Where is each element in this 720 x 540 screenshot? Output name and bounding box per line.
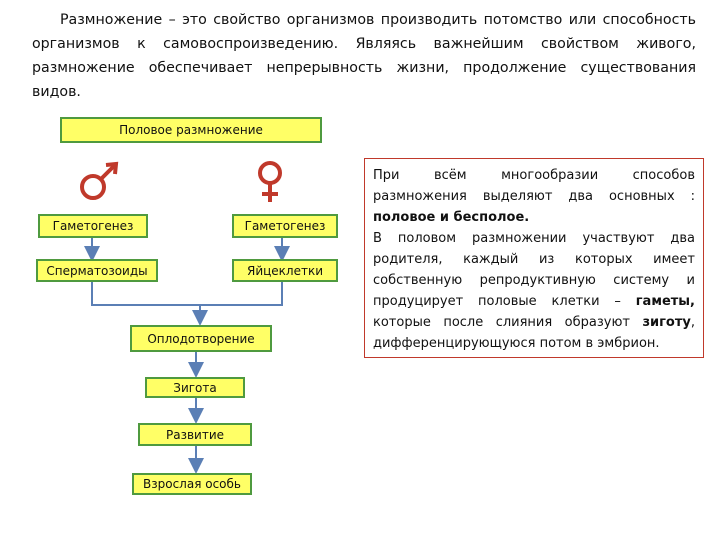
box-fertilization: Оплодотворение — [130, 325, 272, 352]
box-male-gametogenesis: Гаметогенез — [38, 214, 148, 238]
male-symbol-icon — [82, 164, 116, 198]
intro-paragraph: Размножение – это свойство организмов производить потомство или способность организмов к самовоспроизведению. Являясь важнейшим свойством живого, размножение обеспечивает непрерывность жизни, продолжение существования видов. — [32, 12, 696, 100]
box-female-gametogenesis: Гаметогенез — [232, 214, 338, 238]
note-text-4: , дифференцирующуюся потом в эмбрион. — [373, 315, 695, 351]
arrow-egg-to-fertilization — [200, 282, 282, 305]
note-text-3: которые после слияния образуют — [373, 315, 643, 330]
note-text-2: В половом размножении участвуют два родителя, каждый из которых имеет собственную репродуктивную систему и продуцирует половые клетки – — [373, 231, 695, 309]
info-note — [364, 158, 704, 358]
box-zygote: Зигота — [145, 377, 245, 398]
note-bold-3: зиготу — [642, 315, 691, 330]
box-eggs: Яйцеклетки — [232, 259, 338, 282]
female-symbol-icon — [260, 163, 280, 202]
arrow-sperm-to-fertilization — [92, 282, 200, 318]
box-sperm: Сперматозоиды — [36, 259, 158, 282]
box-development: Развитие — [138, 423, 252, 446]
note-bold-2: гаметы, — [635, 294, 695, 309]
box-sexual-reproduction: Половое размножение — [60, 117, 322, 143]
note-bold-1: половое и бесполое. — [373, 210, 530, 225]
box-adult: Взрослая особь — [132, 473, 252, 495]
note-text-1: При всём многообразии способов размножения выделяют два основных : — [373, 168, 695, 204]
